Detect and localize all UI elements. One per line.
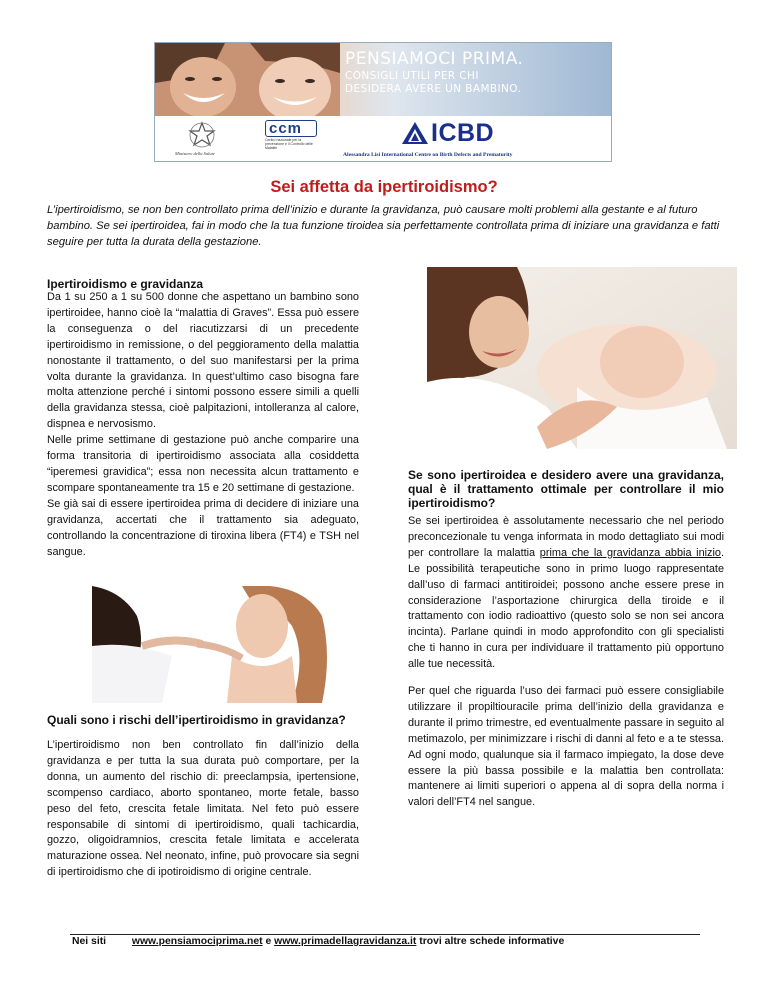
paragraph: Nelle prime settimane di gestazione può anche comparire una forma transitoria di ipertiroidismo associata alla cosiddetta “iperemesi gravidica”; essa non necessita alcun trattamento e scompare spontaneamente tra 15 e 20 settimane di gestazione. [47, 434, 359, 494]
footer-divider [70, 934, 700, 935]
ministry-caption: Ministero della Salute [175, 151, 215, 156]
section-body-medication: Per quel che riguarda l’uso dei farmaci può essere consigliabile utilizzare il propiltiouracile prima dell’inizio della gravidanza e durante il primo trimestre, ed eventualmente passare in seguito al metimazolo, per minimizzare i rischi di danni al feto e a te stessa. Ad ogni modo, qualunque sia il farmaco impiegato, la dose deve essere la più bassa possibile e la malattia ben controllata: mantenere ai limiti superiori o appena al di sopra della norma i valori dell’FT4 nel sangue. [408, 685, 724, 809]
section-body-treatment [408, 514, 724, 673]
ccm-caption: Centro nazionale per la prevenzione e il Controllo delle Malattie [265, 138, 313, 150]
ccm-logo [265, 120, 317, 150]
footer [72, 936, 564, 947]
underlined-emphasis: prima che la gravidanza abbia inizio [539, 546, 721, 559]
footer-label: Nei siti [72, 936, 107, 947]
intro-paragraph: L’ipertiroidismo, se non ben controllato prima dell’inizio e durante la gravidanza, può causare molti problemi alla gestante e al futuro bambino. Se sei ipertiroidea, fai in modo che la tua funzione tiroidea sia perfettamente controllata prima di iniziare una gravidanza e fatti seguire per tutta la durata della gestazione. [47, 204, 720, 248]
page-title: Sei affetta da ipertiroidismo? [270, 178, 498, 196]
section-heading-pregnancy: Ipertiroidismo e gravidanza [47, 277, 204, 291]
header-banner [154, 42, 612, 162]
banner-photo-strip [155, 43, 611, 116]
section-body-risks: L’ipertiroidismo non ben controllato fin dall’inizio della gravidanza e per tutta la sua durata può comportare, per la donna, un aumento del rischio di: preeclampsia, ipertensione, scompenso cardiaco, aborto spontaneo, morte fetale, basso peso del feto, crescita fetale limitata. Nel feto può essere responsabile di sintomi di ipertiroidismo, quali tachicardia, gozzo, oligoidramnios, crescita fetale limitata e accelerata maturazione ossea. Nel neonato, infine, può provocare sia segni di ipertiroidismo che di ipotiroidismo di origine centrale. [47, 739, 359, 879]
banner-tagline [345, 49, 523, 95]
doctor-exam-photo [92, 586, 353, 703]
link-primadellagravidanza[interactable]: www.primadellagravidanza.it [274, 936, 417, 947]
banner-headline: PENSIAMOCI PRIMA. [345, 49, 524, 69]
banner-subline-1: CONSIGLI UTILI PER CHI [345, 70, 479, 82]
section-heading-risks: Quali sono i rischi dell’ipertiroidismo in gravidanza? [47, 713, 346, 727]
footer-joiner: e [265, 936, 272, 947]
paragraph: Se già sai di essere ipertiroidea prima di decidere di iniziare una gravidanza, accertati che il trattamento sia adeguato, controllando la concentrazione di tiroxina libera (FT4) e TSH nel sangue. [47, 497, 359, 558]
partner-logos [155, 116, 611, 162]
mother-baby-photo [427, 267, 737, 449]
section-heading-treatment: Se sono ipertiroidea e desidero avere una gravidanza, qual è il trattamento ottimale per controllare il mio ipertiroidismo? [408, 468, 724, 510]
ccm-logo-text: ccm [265, 120, 317, 137]
footer-tail: trovi altre schede informative [419, 936, 565, 947]
link-pensiamociprima[interactable]: www.pensiamociprima.net [131, 936, 263, 947]
banner-subline-2: DESIDERA AVERE UN BAMBINO. [345, 83, 522, 95]
section-body-pregnancy [47, 290, 359, 560]
couple-photo [155, 43, 340, 116]
icbd-logo-text: ICBD [431, 119, 495, 147]
paragraph-text: Se sei ipertiroidea è assolutamente necessario che nel periodo preconcezionale tu venga informata in modo dettagliato sui modi per controllare la malattia [408, 515, 724, 559]
paragraph: Da 1 su 250 a 1 su 500 donne che aspettano un bambino sono ipertiroidee, hanno cioè la “malattia di Graves”. Essa può essere la conseguenza o del riacutizzarsi di un precedente ipertiroidismo in remissione, o del peggioramento della malattia nonostante il trattamento, o del suo manifestarsi per la prima volta durante la gravidanza. In quest’ultimo caso bisogna fare molta attenzione perché i sintomi possono essere simili a quelli della gravidanza stessa, cioè palpitazioni, intolleranza al calore, dispnea e nervosismo. [47, 291, 359, 431]
paragraph-text: . Le possibilità terapeutiche sono in primo luogo rappresentate dall’uso di farmaci antitiroidei; possono anche essere prese in considerazione l’asportazione chirurgica della tiroide e il trattamento con iodio radioattivo (questo solo se non sei ancora incinta). Parlane quindi in modo approfondito con gli specialisti che ti hanno in cura per individuare il trattamento più opportuno alle tue necessità. [408, 546, 724, 671]
italian-republic-emblem-icon [187, 121, 217, 149]
icbd-caption: Alessandra Lisi International Centre on Birth Defects and Prematurity [343, 152, 513, 158]
icbd-logo-icon [402, 122, 428, 144]
